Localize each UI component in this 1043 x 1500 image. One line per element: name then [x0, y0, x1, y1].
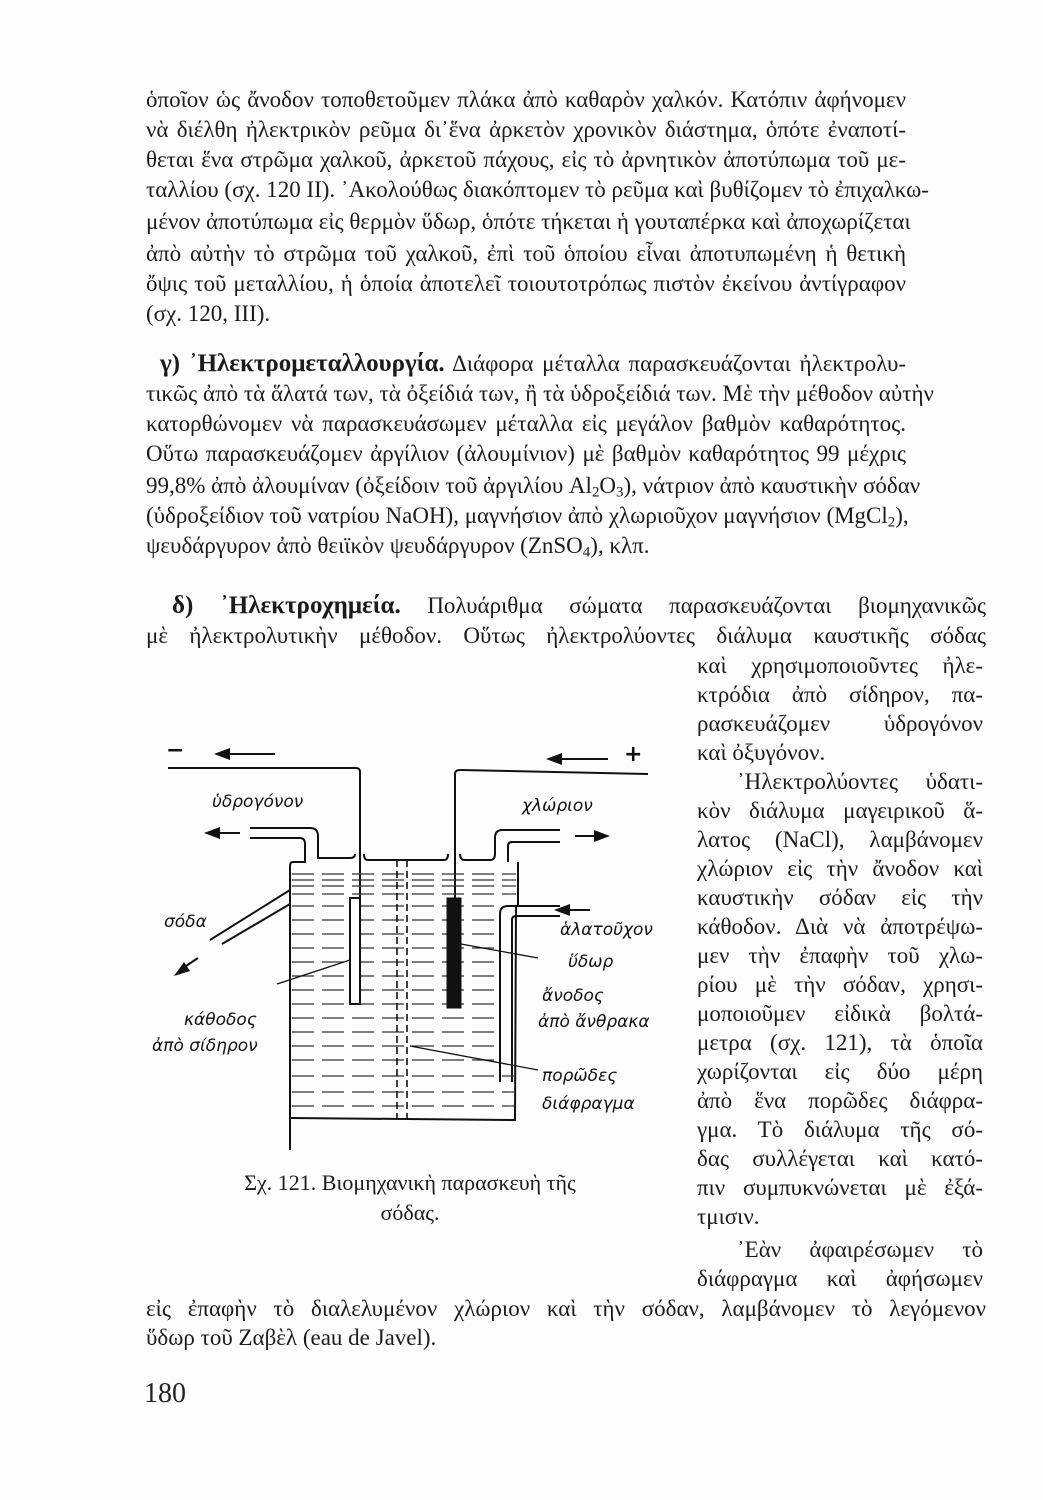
hydrogen-pipe-top: [250, 828, 355, 858]
side-text-line: ᾿Ηλεκτρολύοντες ὑδατι-: [737, 769, 983, 794]
side-text-line: χλώριον εἰς τὴν ἄνοδον καὶ: [697, 856, 983, 881]
subscript: 2: [887, 514, 896, 531]
caption-line: Σχ. 121. Βιομηχανικὴ παρασκευὴ τῆς: [244, 1170, 576, 1195]
section-heading: δ) ᾿Ηλεκτροχημεία.: [172, 592, 401, 619]
side-text-line: τμισιν.: [697, 1204, 760, 1229]
label-water: ὕδωρ: [568, 952, 614, 972]
side-text-line: χωρίζονται εἰς δύο μέρη: [697, 1059, 983, 1084]
text-span: O: [599, 473, 617, 498]
chlorine-pipe-top: [460, 830, 560, 860]
text-line: τικῶς ἀπὸ τὰ ἅλατά των, τὰ ὀξείδιά των, ἢ τὰ ὑδροξείδιά των. Μὲ τὴν μέθοδον αὐτὴν: [146, 381, 934, 406]
side-text-line: διάφραγμα καὶ ἀφήσωμεν: [697, 1266, 983, 1291]
heading-line-rest: Πολυάριθμα σώματα παρασκευάζονται βιομηχανικῶς: [427, 593, 986, 618]
side-text-line: κάθοδον. Διὰ νὰ ἀποτρέψω-: [697, 914, 983, 939]
porous-diaphragm: [397, 860, 407, 1118]
tank-lid-center: [364, 854, 448, 860]
positive-terminal-sign: +: [624, 742, 643, 767]
label-soda: σόδα: [164, 912, 207, 932]
side-text-line: ἀπὸ ἕνα πορῶδες διάφρα-: [697, 1088, 983, 1113]
carbon-anode: [447, 898, 461, 1008]
text-line: ὕδωρ τοῦ Ζαβὲλ (eau de Javel).: [146, 1325, 437, 1350]
side-text-line: ρασκευάζομεν ὑδρογόνον: [697, 711, 983, 736]
text-line: μένον ἀποτύπωμα εἰς θερμὸν ὕδωρ, ὁπότε τήκεται ἡ γουταπέρκα καὶ ἀποχωρίζεται: [146, 209, 911, 234]
side-text-line: κὸν διάλυμα μαγειρικοῦ ἅ-: [697, 798, 983, 823]
figure-caption: [150, 1168, 670, 1228]
side-text-line: καυστικὴν σόδαν εἰς τὴν: [697, 885, 983, 910]
heading-line-rest: Διάφορα μέταλλα παρασκευάζονται ἠλεκτρολυ-: [452, 351, 906, 376]
section-heading: γ) ᾿Ηλεκτρομεταλλουργία.: [160, 350, 445, 377]
text-span: ψευδάργυρον ἀπὸ θειϊκὸν ψευδάργυρον (ZnSO: [146, 533, 583, 558]
negative-terminal-sign: −: [166, 738, 185, 763]
figure-soda-electrolysis-cell: [150, 730, 670, 1150]
text-line: ὁποῖον ὡς ἄνοδον τοποθετοῦμεν πλάκα ἀπὸ καθαρὸν χαλκόν. Κατόπιν ἀφήνομεν: [146, 87, 906, 112]
soda-pipe-top: [210, 890, 290, 940]
label-brine: ἁλατοῦχον: [560, 920, 653, 940]
caption-line: σόδας.: [380, 1200, 440, 1225]
side-text-line: καὶ ὀξυγόνον.: [697, 740, 826, 765]
text-line: (σχ. 120, III).: [146, 301, 271, 326]
text-line-alumina: [146, 472, 921, 501]
side-text-line: λατος (NaCl), λαμβάνομεν: [697, 827, 983, 852]
text-line-zinc: [146, 532, 906, 560]
hydrogen-pipe-bottom: [250, 838, 305, 870]
side-text-line: καὶ χρησιμοποιοῦντες ἠλε-: [697, 653, 983, 678]
side-text-line: πιν συμπυκνώνεται μὲ ἐξά-: [697, 1175, 983, 1200]
label-chlorine: χλώριον: [522, 796, 593, 816]
side-text-line: μεν τὴν ἐπαφὴν τοῦ χλω-: [697, 943, 983, 968]
side-text-line: γμα. Τὸ διάλυμα τῆς σό-: [697, 1117, 983, 1142]
text-line: ὄψις τοῦ μεταλλίου, ἡ ὁποία ἀποτελεῖ τοιουτοτρόπως πιστὸν ἐκείνου ἀντίγραφον: [146, 271, 906, 296]
text-line: κατορθώνομεν νὰ παρασκευάσωμεν μέταλλα εἰς μεγάλον βαθμὸν καθαρότητος.: [146, 411, 906, 436]
soda-pipe-bottom: [222, 904, 290, 944]
cathode-wire: [356, 768, 360, 910]
liquid-hatching: [292, 874, 516, 1106]
section-first-line: [160, 350, 906, 378]
chlorine-pipe-bottom: [508, 842, 560, 862]
subscript: 2: [591, 484, 600, 501]
side-text-line: ρίου μὲ τὴν σόδαν, χρησι-: [697, 972, 983, 997]
text-line: ἀπὸ αὐτὴν τὸ στρῶμα τοῦ χαλκοῦ, ἐπὶ τοῦ ὁποίου εἶναι ἀποτυπωμένη ἡ θετικὴ: [146, 241, 906, 266]
page-number: 180: [144, 1378, 186, 1409]
side-text-line: ᾿Εὰν ἀφαιρέσωμεν τὸ: [737, 1237, 983, 1262]
section-first-line: [172, 592, 986, 620]
label-cathode-material: ἀπὸ σίδηρον: [152, 1036, 258, 1056]
label-anode: ἄνοδος: [542, 986, 604, 1006]
text-line: θεται ἕνα στρῶμα χαλκοῦ, ἀρκετοῦ πάχους, εἰς τὸ ἀρνητικὸν ἀποτύπωμα τοῦ με-: [146, 147, 906, 172]
label-diaphragm: διάφραγμα: [542, 1094, 635, 1114]
text-line: εἰς ἐπαφὴν τὸ διαλελυμένον χλώριον καὶ τὴν σόδαν, λαμβάνομεν τὸ λεγόμενον: [146, 1296, 986, 1321]
label-cathode: κάθοδος: [184, 1010, 257, 1030]
arrow-left-icon: [204, 827, 220, 839]
text-line: ταλλίου (σχ. 120 II). ᾿Ακολούθως διακόπτομεν τὸ ρεῦμα καὶ βυθίζομεν τὸ ἐπιχαλκω-: [146, 177, 929, 202]
arrow-left-icon: [214, 748, 230, 760]
text-span: ), κλπ.: [590, 533, 650, 558]
text-line: μὲ ἠλεκτρολυτικὴν μέθοδον. Οὕτως ἠλεκτρολύοντες διάλυμα καυστικῆς σόδας: [146, 623, 986, 648]
text-span: ), νάτριον ἀπὸ καυστικὴν σόδαν: [623, 473, 921, 498]
side-text-line: μετρα (σχ. 121), τὰ ὁποῖα: [697, 1030, 983, 1055]
text-span: 99,8% ἀπὸ ἀλουμίναν (ὀξείδοιν τοῦ ἀργιλίου Al: [146, 473, 592, 498]
text-line: Οὕτω παρασκευάζομεν ἀργίλιον (ἀλουμίνιον) μὲ βαθμὸν καθαρότητος 99 μέχρις: [146, 441, 906, 466]
side-text-line: δας συλλέγεται καὶ κατό-: [697, 1146, 983, 1171]
label-porous: πορῶδες: [542, 1066, 618, 1086]
text-line: νὰ διέλθη ἠλεκτρικὸν ρεῦμα δι᾽ἕνα ἀρκετὸν χρονικὸν διάστημα, ὁπότε ἐναποτί-: [146, 117, 906, 142]
text-line-naoh: [146, 502, 909, 531]
text-span: ),: [895, 503, 909, 528]
subscript: 4: [582, 544, 591, 561]
subscript: 3: [616, 484, 624, 501]
text-span: (ὑδροξείδιον τοῦ νατρίου NaOH), μαγνήσιον ἀπὸ χλωριοῦχον μαγνήσιον (MgCl: [146, 503, 888, 528]
arrow-left-icon: [546, 753, 562, 765]
tank-bottom: [290, 905, 516, 1120]
side-text-line: μοποιοῦμεν εἰδικὰ βολτά-: [697, 1001, 983, 1026]
label-anode-material: ἀπὸ ἄνθρακα: [538, 1012, 650, 1032]
side-text-line: κτρόδια ἀπὸ σίδηρον, πα-: [697, 682, 983, 707]
label-hydrogen: ὑδρογόνον: [212, 792, 304, 812]
arrow-right-icon: [594, 830, 610, 842]
iron-cathode: [350, 898, 360, 1004]
